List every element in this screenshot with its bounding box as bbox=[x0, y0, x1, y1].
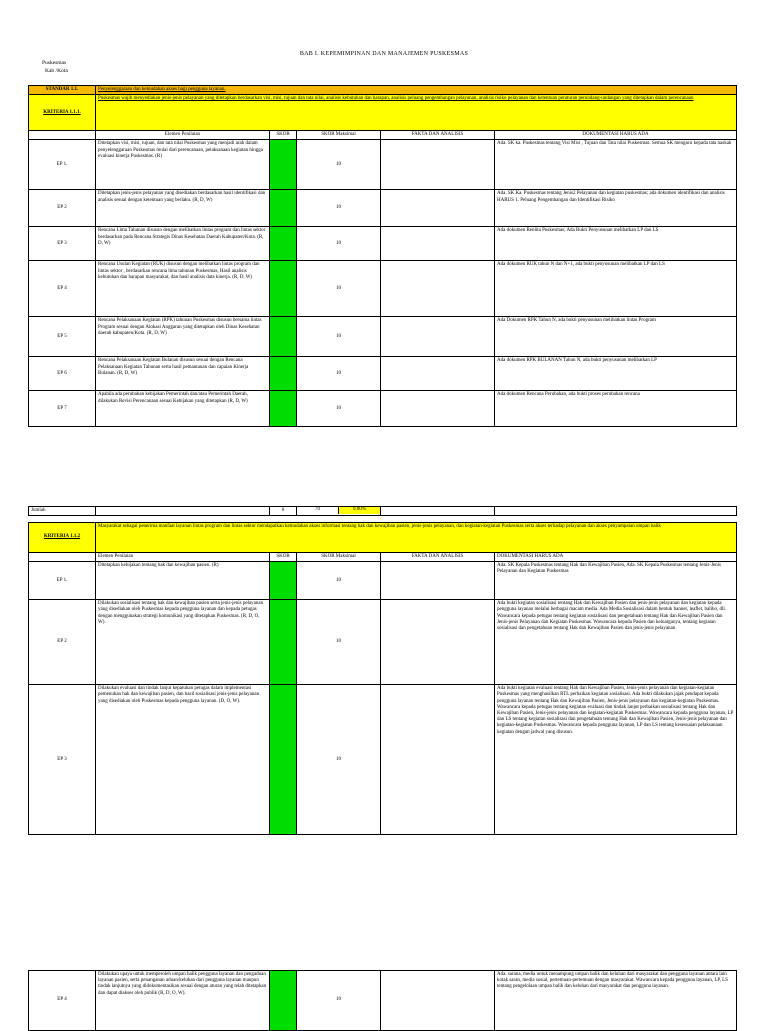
kriteria-text: Puskesmas wajib menyediakan jenis-jenis pelayanan yang ditetapkan berdasarkan visi, misi, tujuan dan tata nilai, analisis kebutuhan dan harapan, analisis peluang pengembangan pelayanan, analisis risiko pelayanan dan ketentuan peraturan perundang-undangan yang ditetapkan dalam perencanaan bbox=[96, 95, 737, 131]
dokumentasi-text: Ada Dokumen RPK Tahun N, ada bukti penyusunan melibatkan lintas Program bbox=[495, 317, 737, 357]
ep-label: EP 1. bbox=[29, 140, 96, 190]
ep-label: EP 1. bbox=[29, 562, 96, 600]
ep-label: EP 4 bbox=[29, 971, 96, 1031]
header-skor-maksimal: SKOR Maksimal bbox=[297, 131, 381, 140]
fakta-input[interactable] bbox=[381, 685, 495, 835]
skor-input[interactable] bbox=[270, 317, 297, 357]
skor-input[interactable] bbox=[270, 357, 297, 391]
ep-label: EP 2 bbox=[29, 600, 96, 685]
dokumentasi-text: Ada bukti kegiatan sosialisasi tentang Hak dan Kewajiban Pasien dan jenis-jenis pelayanan dan kegiatan kepada pengguna layanan melalui berbagai macam media. Ada Media Sosialisasi dalam bentuk banner, leaflet, baliho, dll. Wawancara kepada petugas tentang kegiatan sosialisasi dan pengetahuan tentang Hak dan Kewajiban Pasien dan Jenis-jenis Pelayanan dan Kegiatan Puskesmas. Wawancara kepada Pasien dan keluarganya, tentang kegiatan sosialisasi dan pengetahuan tentang Hak dan Kewajiban Pasien dan jenis-jenis pelayanan bbox=[495, 600, 737, 685]
kriteria-2-table bbox=[28, 522, 737, 835]
table-row bbox=[29, 227, 737, 261]
meta-kab-kota: Kab /Kota bbox=[45, 68, 68, 74]
ep-label: EP 5 bbox=[29, 317, 96, 357]
elemen-text: Dilakukan evaluasi dan tindak lanjut kepatuhan petugas dalam implementasi pemenuhan hak dan kewajiban pasien, dan hasil sosialisasi jenis-jenis pelayanan yang disediakan oleh Puskesmas kepada pengguna layanan. (D, O, W). bbox=[96, 685, 270, 835]
skor-input[interactable] bbox=[270, 140, 297, 190]
skor-max: 10 bbox=[297, 562, 381, 600]
jumlah-table bbox=[28, 506, 737, 516]
elemen-text: Rencana Pelaksanaan Kegiatan (RPK) tahunan Puskesmas disusun bersama lintas Program sesuai dengan Alokasi Anggaran yang ditetapkan oleh Dinas Kesehatan daerah kabupaten/Kota. (R, D, W) bbox=[96, 317, 270, 357]
elemen-text: Dilakukan upaya untuk memperoleh umpan balik pengguna layanan dan pengaduan layanan pasien, serta penanganan aduan/keluhan dari pengguna layanan maupun tindak lanjutnya yang didokumentasikan sesuai dengan aturan yang telah ditetapkan dan dapat diakses oleh publik (R, D, O, W). bbox=[96, 971, 270, 1031]
dokumentasi-text: Ada dokumen Rencana Perubahan, ada bukti proses perubahan rencana bbox=[495, 391, 737, 427]
document-title: BAB I. KEPEMIMPINAN DAN MANAJEMEN PUSKESMAS bbox=[299, 51, 469, 57]
elemen-text: Ditetapkan kebijakan tentang hak dan kewajiban pasien. (R) bbox=[96, 562, 270, 600]
elemen-text: Ditetapkan visi, misi, tujuan, dan tata nilai Puskesmas yang menjadi arah dalam penyelenggaraan Puskesmas mulai dari perencanaan, pelaksanaan kegiatan hingga evaluasi kinerja Puskesmas. (R) bbox=[96, 140, 270, 190]
ep-label: EP 4 bbox=[29, 261, 96, 317]
elemen-text: Dilakukan sosialisasi tentang hak dan kewajiban pasien serta jenis-jenis pelayanan yang disediakan oleh Puskesmas kepada pengguna layanan dan kepada petugas dengan menggunakan strategi komunikasi yang ditetapkan Puskesmas. (R, D, O, W). bbox=[96, 600, 270, 685]
ep-label: EP 7 bbox=[29, 391, 96, 427]
dokumentasi-text: Ada. SK Ka. Puskesmas tentang Jenis2 Pelayanan dan kegiatan puskesmas; ada dokumen identifikasi dan analisis HARUS 1. Peluang Pengembangan dan Identifikasi Risiko bbox=[495, 190, 737, 227]
header-dokumentasi: DOKUMENTASI HARUS ADA bbox=[495, 131, 737, 140]
fakta-input[interactable] bbox=[381, 562, 495, 600]
skor-input[interactable] bbox=[270, 391, 297, 427]
fakta-input[interactable] bbox=[381, 190, 495, 227]
skor-max: 10 bbox=[297, 317, 381, 357]
dokumentasi-text: Ada. SK ka. Puskesmas tentang Visi Misi , Tujuan dan Tata nilai Puskesmas. Semua SK mengacu kepada tata naskah bbox=[495, 140, 737, 190]
standar-text: Penyelenggaraan dan kemudahan akses bagi pengguna layanan. bbox=[96, 86, 737, 95]
fakta-input[interactable] bbox=[381, 140, 495, 190]
fakta-input[interactable] bbox=[381, 971, 495, 1031]
table-row bbox=[29, 140, 737, 190]
skor-max: 10 bbox=[297, 140, 381, 190]
jumlah-percentage: 0.00% bbox=[338, 507, 380, 514]
kriteria-2-continued-table bbox=[28, 970, 737, 1031]
kriteria-label: KRITERIA 1.1.2 bbox=[29, 523, 96, 553]
kriteria-label: KRITERIA 1.1.1. bbox=[29, 95, 96, 131]
fakta-input[interactable] bbox=[381, 600, 495, 685]
table-row bbox=[29, 261, 737, 317]
elemen-text: Apabila ada perubahan kebijakan Pemerintah dan/atau Pemerintah Daerah, dilakukan Revisi Perencanaan sesuai Kebijakan yang ditetapkan (R, D, W) bbox=[96, 391, 270, 427]
skor-input[interactable] bbox=[270, 227, 297, 261]
kriteria-1-table bbox=[28, 85, 737, 427]
skor-max: 10 bbox=[297, 357, 381, 391]
jumlah-label: Jumlah bbox=[29, 507, 96, 516]
elemen-text: Ditetapkan jenis-jenis pelayanan yang disediakan berdasarkan hasil identifikasi dan analisis sesuai dengan ketentuan yang berlaku. (R, D, W) bbox=[96, 190, 270, 227]
skor-max: 10 bbox=[297, 227, 381, 261]
skor-max: 10 bbox=[297, 261, 381, 317]
table-row bbox=[29, 391, 737, 427]
table-row bbox=[29, 600, 737, 685]
header-dokumentasi: DOKUMENTASI HARUS ADA bbox=[495, 553, 737, 562]
table-row bbox=[29, 685, 737, 835]
skor-max: 10 bbox=[297, 971, 381, 1031]
dokumentasi-text: Ada dokumen RPK BULANAN Tahun N, ada bukti penyusunan melibatkan LP bbox=[495, 357, 737, 391]
header-elemen: Elemen Penilaian bbox=[96, 131, 270, 140]
skor-max: 10 bbox=[297, 391, 381, 427]
dokumentasi-text: Ada dokumen Renlita Puskesmas; Ada Bukti Penyusunan melibatkan LP dan LS bbox=[495, 227, 737, 261]
skor-input[interactable] bbox=[270, 261, 297, 317]
ep-label: EP 6 bbox=[29, 357, 96, 391]
skor-input[interactable] bbox=[270, 685, 297, 835]
skor-input[interactable] bbox=[270, 562, 297, 600]
fakta-input[interactable] bbox=[381, 391, 495, 427]
elemen-text: Rencana Lima Tahunan disusun dengan melibatkan lintas program dan lintas sektor berdasarkan pada Rencana Strategis Dinas Kesehatan Daerah Kabupaten/Kota. (R, D, W) bbox=[96, 227, 270, 261]
header-fakta: FAKTA DAN ANALISIS bbox=[381, 131, 495, 140]
dokumentasi-text: Ada. sarana, media untuk menampung umpan balik dan keluhan dari masyarakat dan pengguna layanan antara lain kotak saran, media sosial, pertemuan-pertemuan dengan masyarakat. Wawancara kepada pengguna layanan, LP, LS tentang pengelolaan umpan balik dan keluhan dari masyarakat dan pengguna layanan. bbox=[495, 971, 737, 1031]
table-row bbox=[29, 357, 737, 391]
table-row bbox=[29, 971, 737, 1031]
header-skor-maksimal: SKOR Maksimal bbox=[297, 553, 381, 562]
dokumentasi-text: Ada bukti kegiatan evaluasi tentang Hak dan Kewajiban Pasien, Jenis-jenis pelayanan dan kegiatan-kegiatan Puskesmas yang menghasilkan RTL perbaikan kegiatan sosialisasi. Ada bukti dilakukan jajak pendapat kepada pengguna layanan tentang Hak dan Kewajiban Pasien, Jenis-jenis pelayanan dan kegiatan-kegiatan Puskesmas. Wawancara kepada petugas tentang kegiatan evaluasi dan tindak lanjut perbaikan sosialisasi tentang Hak dan Kewajiban Pasien, Jenis-jenis pelayanan dan kegiatan-kegiatan Puskesmas. Wawancara kepada pengguna layanan, LP dan LS tentang kegiatan sosialisasi dan pengetahuan tentang Hak dan Kewajiban Pasien, Jenis-jenis pelayanan dan kegiatan-kegiatan Puskesmas. Wawancara kepada pengguna layanan, LP dan LS tentang kesesuaian pelaksanaan kegiatan dengan jadwal yang disusun. bbox=[495, 685, 737, 835]
skor-max: 10 bbox=[297, 190, 381, 227]
skor-max: 10 bbox=[297, 600, 381, 685]
table-row bbox=[29, 562, 737, 600]
kriteria-text: Masyarakat sebagai penerima manfaat layanan lintas program dan lintas sektor mendapatkan kemudahan akses informasi tentang hak dan kewajiban pasien, jenis-jenis pelayanan, dan kegiatan-kegiatan Puskesmas serta akses terhadap pelayanan dan akses penyampaian umpan balik bbox=[96, 523, 737, 553]
fakta-input[interactable] bbox=[381, 317, 495, 357]
dokumentasi-text: Ada dokumen RUK tahun N dan N+1, ada bukti penyusunan melibatkan LP dan LS bbox=[495, 261, 737, 317]
fakta-input[interactable] bbox=[381, 261, 495, 317]
table-row bbox=[29, 317, 737, 357]
skor-input[interactable] bbox=[270, 600, 297, 685]
header-skor: SKOR bbox=[270, 553, 297, 562]
ep-label: EP 2 bbox=[29, 190, 96, 227]
skor-max: 10 bbox=[297, 685, 381, 835]
elemen-text: Rencana Usulan Kegiatan (RUK) disusun dengan melibatkan lintas program dan lintas sektor , berdasarkan rencana lima tahunan Puskesmas, Hasil analisis kebutuhan dan harapan masyarakat, dan hasil analisis data kinerja. (R, D, W) bbox=[96, 261, 270, 317]
skor-input[interactable] bbox=[270, 971, 297, 1031]
fakta-input[interactable] bbox=[381, 357, 495, 391]
meta-puskesmas: Puskesmas bbox=[42, 60, 67, 66]
header-skor: SKOR bbox=[270, 131, 297, 140]
skor-input[interactable] bbox=[270, 190, 297, 227]
table-row bbox=[29, 190, 737, 227]
header-fakta: FAKTA DAN ANALISIS bbox=[381, 553, 495, 562]
standar-label: STANDAR 1.1. bbox=[29, 86, 96, 95]
dokumentasi-text: Ada. SK Kepala Puskesmas tentang Hak dan Kewajiban Pasien, Ada. SK Kepala Puskesmas tentang Jenis-Jenis Pelayanan dan Kegiatan Puskesmas bbox=[495, 562, 737, 600]
jumlah-max: 70 bbox=[315, 507, 320, 512]
fakta-input[interactable] bbox=[381, 227, 495, 261]
elemen-text: Rencana Pelaksanaan Kegiatan Bulanan disusun sesuai dengan Rencana Pelaksanaan Kegiatan Tahunan serta hasil pemantauan dan capaian Kinerja Bulanan. (R, D, W) bbox=[96, 357, 270, 391]
header-elemen: Elemen Penilaian bbox=[96, 553, 270, 562]
jumlah-skor: 0 bbox=[270, 507, 297, 516]
ep-label: EP 3 bbox=[29, 685, 96, 835]
ep-label: EP 3 bbox=[29, 227, 96, 261]
